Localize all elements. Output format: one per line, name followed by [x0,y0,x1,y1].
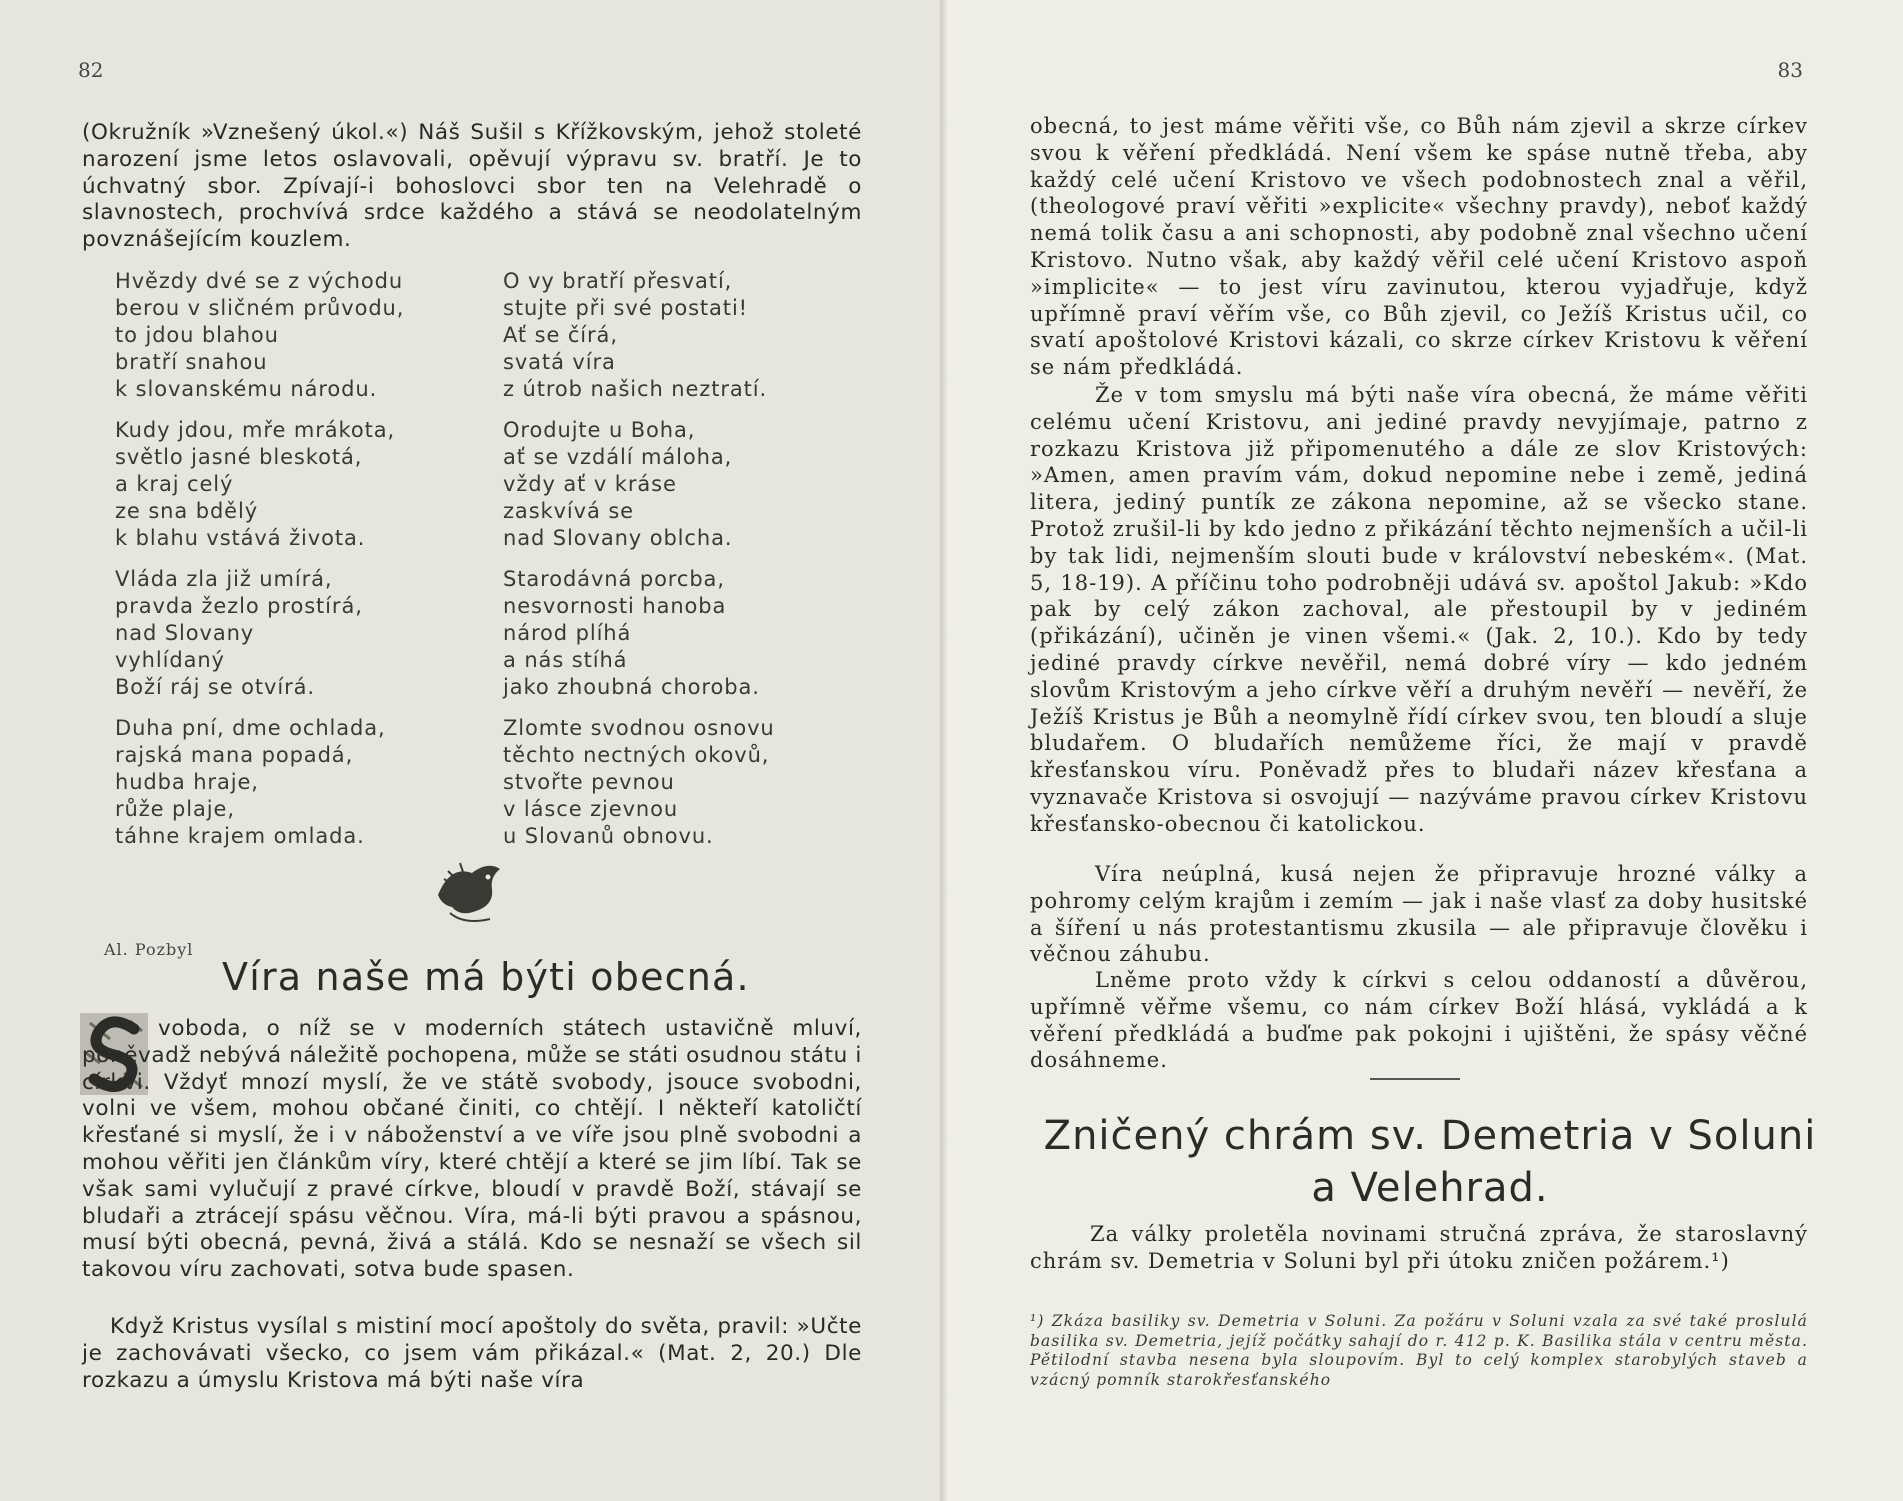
poem-line: z útrob našich neztratí. [503,377,768,401]
section-divider [1370,1078,1460,1080]
poem-line: stvořte pevnou [503,770,675,794]
poem-stanza [503,268,775,403]
article-paragraph-2: Když Kristus vysílal s mistiní mocí apoštoly do světa, pravil: »Učte je zachovávati všecko, co jsem vám přikázal.« (Mat. 2, 20.) Dle rozkazu a úmyslu Kristova má býti naše víra [82,1314,862,1393]
article2-paragraph-1: Za války proletěla novinami stručná zpráva, že staroslavný chrám sv. Demetria v Soluni byl při útoku zničen požárem.¹) [1030,1222,1808,1273]
poem-line: rajská mana popadá, [115,743,354,767]
poem-stanza [503,417,775,552]
page-number-right: 83 [1777,58,1803,82]
right-paragraph-3: Víra neúplná, kusá nejen že připravuje hrozné války a pohromy celým krajům i zemím — jak i naše vlasť za doby husitské a šíření u nás protestantismu zkusila — ale připravuje člověku i věčnou záhubu. [1030,862,1808,967]
poem-column-left [115,268,404,864]
bird-ornament-icon [430,855,510,930]
poem-stanza [503,715,775,850]
poem-line: těchto nectných okovů, [503,743,770,767]
right-paragraph-2: Že v tom smyslu má býti naše víra obecná, že máme věřiti celému učení Kristovu, ani jediné pravdy nevyjímaje, patrno z rozkazu Kristova již připomenutého a dále ze slov Kristových: »Amen, amen pravím vám, dokud nepomine nebe i země, jediná litera, jediný puntík ze zákona nepomine, až se všecko stane. Protož zrušil-li by kdo jedno z přikázání těchto nejmenších a učil-li by tak lidi, nejmenším slouti bude v království nebeském«. (Mat. 5, 18-19). A příčinu toho podrobněji udává sv. apoštol Jakub: »Kdo pak by celý zákon zachoval, ale přestoupil by v jediném (přikázání), učiněn je vinen všemi.« (Jak. 2, 10.). Kdo by tedy jediné pravdy církve nevěřil, nemá dobré víry — kdo jedném slovům Kristovým a jeho církve věří a druhým nevěří — nevěří, že Ježíš Kristus je Bůh a neomylně řídí církev svou, ten bloudí a sluje bludařem. O bludařích nemůžeme říci, že mají v pravdě křesťanskou víru. Poněvadž přes to bludaři název křesťana a vyznavače Kristova si osvojují — nazýváme pravou církev Kristovu křesťansko-obecnou či katolickou. [1030,383,1808,836]
poem-line: a nás stíhá [503,648,628,672]
right-paragraph-4: Lněme proto vždy k církvi s celou oddaností a důvěrou, upřímně věřme všemu, co nám církev Boží hlásá, vykládá a k věření předkládá a buďme pak pokojni i ujištěni, že spásy věčné dosáhneme. [1030,968,1808,1073]
poem-line: Ať se čírá, [503,323,618,347]
intro-paragraph: (Okružník »Vznešený úkol.«) Náš Sušil s Křížkovským, jehož stoleté narození jsme letos oslavovali, opěvují výpravu sv. bratří. Je to úchvatný sbor. Zpívají-i bohoslovci sbor ten na Velehradě o slavnostech, prochvívá srdce každého a stává se neodolatelným povznášejícím kouzlem. [82,120,862,253]
poem-line: a kraj celý [115,472,234,496]
right-paragraph-1: obecná, to jest máme věřiti vše, co Bůh nám zjevil a skrze církev svou k věření předkládá. Není všem ke spáse nutně třeba, aby každý celé učení Kristovo ve všech podobnostech znal a věřil, (theologové praví věřiti »explicite« všechny pravdy), neboť každý nemá tolik času a ani schopnosti, aby podobně znal všechno učení Kristovo. Nutno však, aby každý věřil celé učení Kristovo aspoň »implicite« — to jest víru zavinutou, kterou vyjadřuje, když upřímně praví věřím vše, co Bůh zjevil, co Ježíš Kristus učil, co svatí apoštolové Kristovi kázali, co skrze církev Kristovu k věření se nám předkládá. [1030,114,1808,380]
poem-line: ze sna bdělý [115,499,259,523]
poem-line: k blahu vstává života. [115,526,366,550]
poem-line: jako zhoubná choroba. [503,675,760,699]
book-gutter [940,0,950,1501]
poem-line: táhne krajem omlada. [115,824,365,848]
poem-stanza [115,417,404,552]
poem-line: Zlomte svodnou osnovu [503,716,775,740]
poem-line: vždy ať v kráse [503,472,677,496]
poem-line: národ plíhá [503,621,632,645]
poem-line: růže plaje, [115,797,235,821]
poem-line: nad Slovany oblcha. [503,526,733,550]
poem-line: Kudy jdou, mře mrákota, [115,418,396,442]
poem-line: k slovanskému národu. [115,377,378,401]
poem-stanza [503,566,775,701]
poem-stanza [115,715,404,850]
poem-line: Starodávná porcba, [503,567,725,591]
poem-column-right [503,268,775,864]
poem-line: Duha pní, dme ochlada, [115,716,386,740]
poem-line: pravda žezlo prostírá, [115,594,363,618]
poem-line: nad Slovany [115,621,255,645]
poem-line: to jdou blahou [115,323,279,347]
footnote: ¹) Zkáza basiliky sv. Demetria v Soluni. Za požáru v Soluni vzala za své také proslulá basilika sv. Demetria, jejíž počátky sahají do r. 412 p. K. Basilika stála v centru města. Pětilodní stavba nesena byla sloupovím. Byl to celý komplex starobylých staveb a vzácný pomník starokřesťanského [1030,1312,1808,1389]
poem-line: ať se vzdálí máloha, [503,445,733,469]
poem-line: O vy bratří přesvatí, [503,269,733,293]
poem-line: svatá víra [503,350,616,374]
article-title: Víra naše má býti obecná. [222,955,750,999]
poem-line: v lásce zjevnou [503,797,679,821]
poem-line: berou v sličném průvodu, [115,296,405,320]
article-author: Al. Pozbyl [104,940,194,959]
poem-line: Vláda zla již umírá, [115,567,333,591]
article2-title-line-2: a Velehrad. [1311,1165,1549,1211]
article-paragraph-1: voboda, o níž se v moderních státech ustavičně mluví, poněvadž nebývá náležitě pochopena, může se státi osudnou státu i církvi. Vždyť mnozí myslí, že ve státě svobody, jsouce svobodni, volni ve všem, mohou občané činiti, co chtějí. I někteří katoličtí křesťané si myslí, že i v náboženství a ve víře jsou plně svobodni a mohou věřiti jen článkům víry, které chtějí a které se jim líbí. Tak se však sami vylučují z pravé církve, bloudí v pravdě Boží, stávají se bludaři a ztrácejí spásu věčnou. Víra, má-li býti pravou a spásnou, musí býti obecná, pevná, živá a stálá. Kdo se nesnaží se všech sil takovou víru zachovati, sotva bude spasen. [82,1016,862,1283]
poem-line: nesvornosti hanoba [503,594,727,618]
poem-line: světlo jasné bleskotá, [115,445,363,469]
page-number-left: 82 [78,58,104,82]
poem-line: stujte při své postati! [503,296,748,320]
poem-line: Orodujte u Boha, [503,418,696,442]
poem-line: zaskvívá se [503,499,634,523]
poem-line: u Slovanů obnovu. [503,824,714,848]
poem-line: bratří snahou [115,350,268,374]
article2-title [1040,1110,1820,1214]
poem-stanza [115,268,404,403]
poem-line: vyhlídaný [115,648,225,672]
article2-title-line-1: Zničený chrám sv. Demetria v Soluni [1043,1113,1817,1159]
poem-line: Boží ráj se otvírá. [115,675,315,699]
poem-stanza [115,566,404,701]
poem-line: Hvězdy dvé se z východu [115,269,404,293]
poem-line: hudba hraje, [115,770,259,794]
